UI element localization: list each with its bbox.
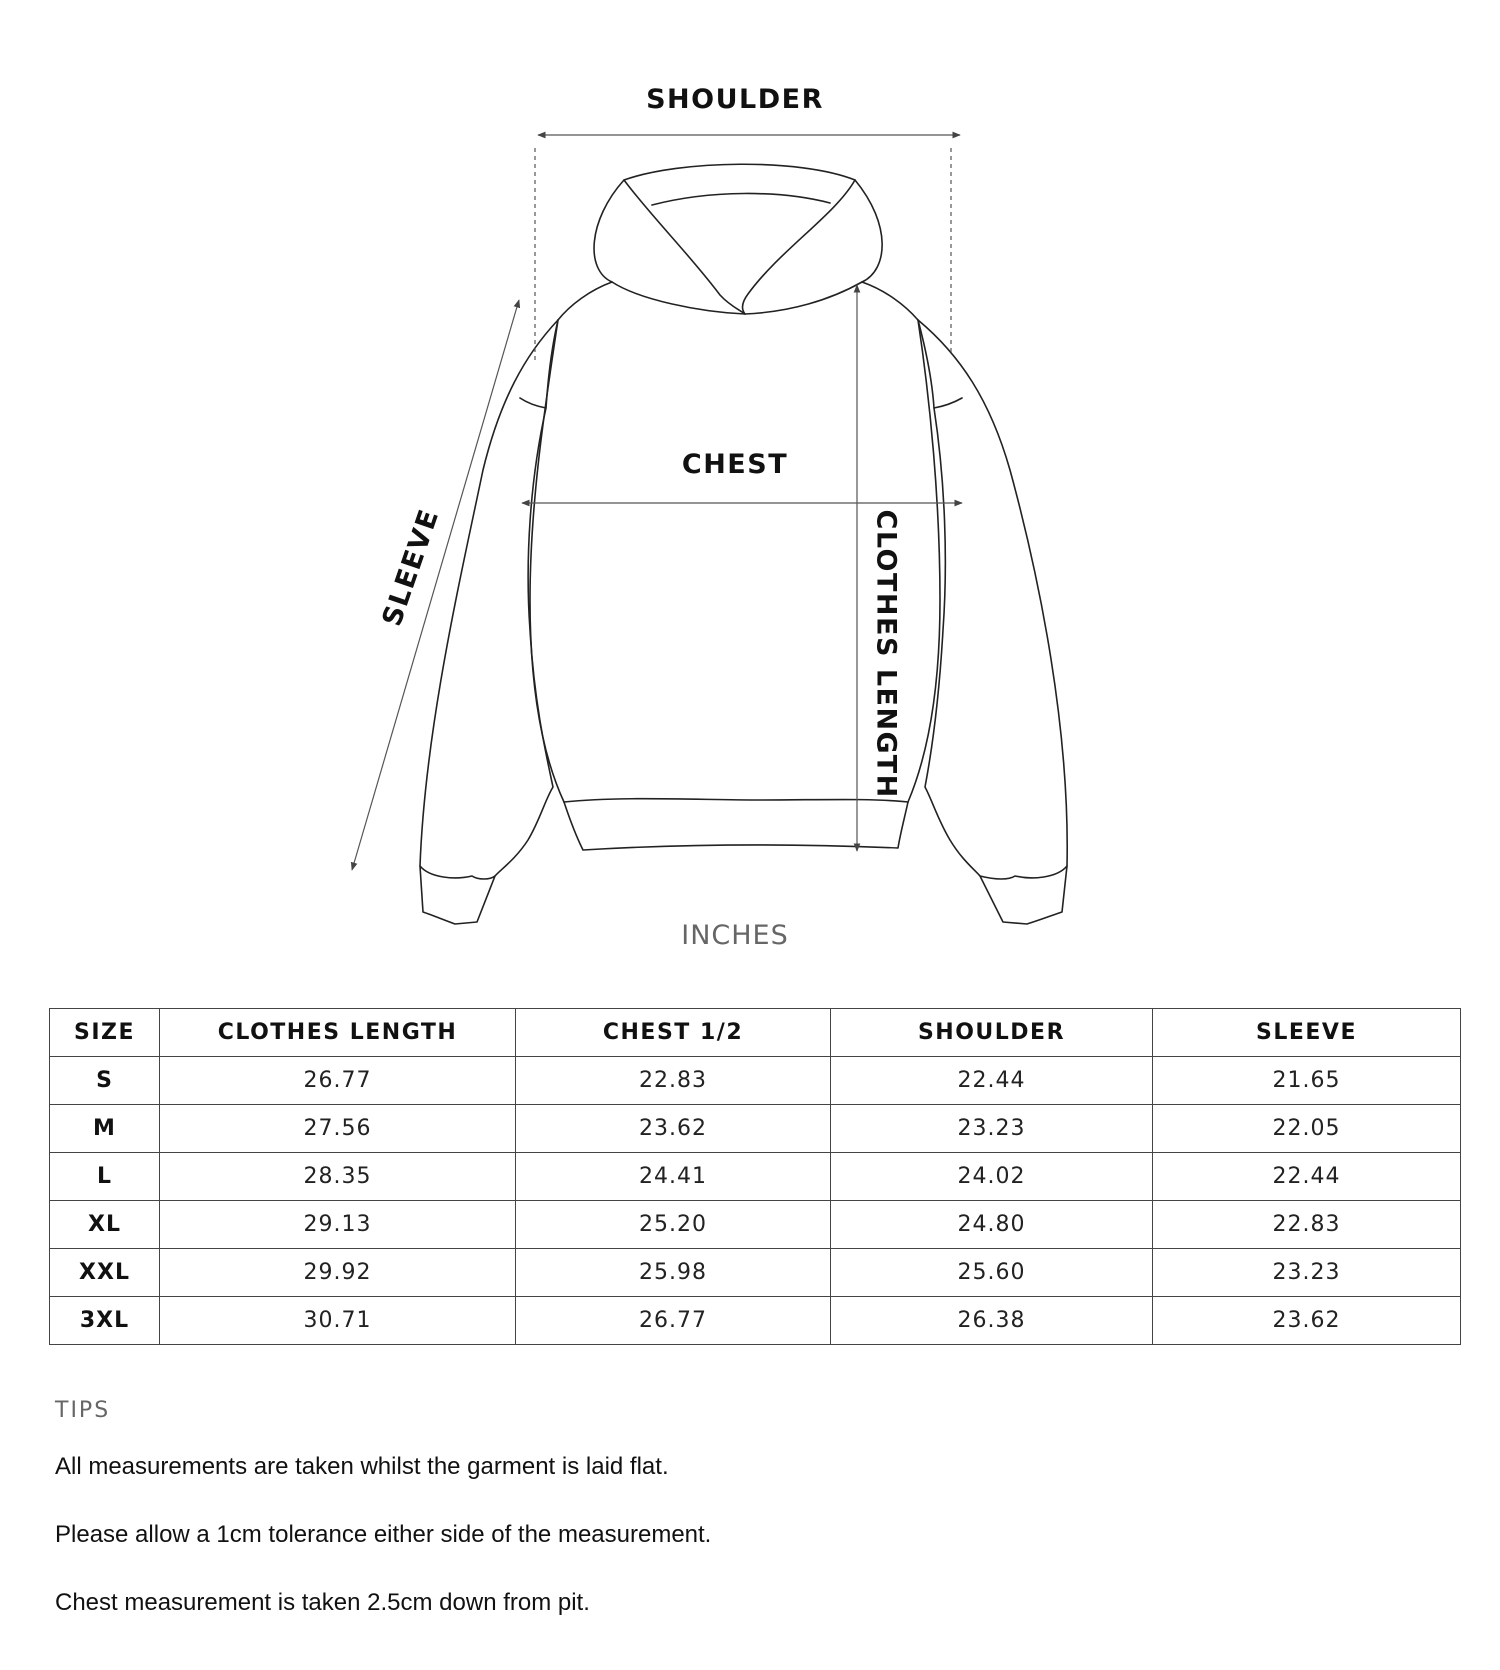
hood-outline [594, 164, 882, 282]
table-cell: 22.83 [516, 1057, 831, 1105]
shoulder-label: SHOULDER [646, 84, 824, 115]
table-cell: 29.13 [160, 1201, 516, 1249]
right-cuff [980, 866, 1067, 924]
right-arm-inner [925, 408, 980, 876]
size-chart-table [49, 1008, 1461, 1345]
header-size: SIZE [50, 1009, 160, 1057]
size-cell: S [50, 1057, 160, 1105]
clothes-length-label: CLOTHES LENGTH [870, 509, 902, 799]
chest-label: CHEST [681, 449, 789, 480]
left-armhole [520, 320, 558, 408]
hood-seam-right [745, 282, 862, 314]
tips-title: TIPS [55, 1398, 111, 1423]
left-cuff [420, 866, 495, 924]
table-cell: 23.23 [831, 1105, 1153, 1153]
header-sleeve: SLEEVE [1153, 1009, 1461, 1057]
table-cell: 27.56 [160, 1105, 516, 1153]
right-shoulder [862, 282, 918, 320]
table-cell: 26.77 [516, 1297, 831, 1345]
table-cell: 30.71 [160, 1297, 516, 1345]
table-cell: 26.77 [160, 1057, 516, 1105]
table-cell: 23.62 [516, 1105, 831, 1153]
sleeve-label: SLEEVE [376, 504, 446, 631]
body-left-side [530, 320, 564, 802]
table-cell: 23.62 [1153, 1297, 1461, 1345]
table-row [50, 1249, 1461, 1297]
size-cell: XL [50, 1201, 160, 1249]
table-cell: 24.02 [831, 1153, 1153, 1201]
size-cell: XXL [50, 1249, 160, 1297]
table-cell: 25.98 [516, 1249, 831, 1297]
table-cell: 24.80 [831, 1201, 1153, 1249]
tip-line: Chest measurement is taken 2.5cm down from pit. [55, 1589, 590, 1616]
table-cell: 26.38 [831, 1297, 1153, 1345]
tip-line: All measurements are taken whilst the garment is laid flat. [55, 1453, 669, 1480]
hood-opening-left [624, 180, 745, 314]
table-cell: 25.60 [831, 1249, 1153, 1297]
table-cell: 28.35 [160, 1153, 516, 1201]
table-cell: 22.44 [1153, 1153, 1461, 1201]
table-row [50, 1297, 1461, 1345]
units-label: INCHES [681, 920, 789, 951]
table-row [50, 1057, 1461, 1105]
table-row [50, 1153, 1461, 1201]
table-cell: 22.83 [1153, 1201, 1461, 1249]
body-right-side [908, 320, 940, 802]
tips-section [55, 1398, 1455, 1657]
hood-rim [652, 193, 830, 205]
table-row [50, 1105, 1461, 1153]
left-shoulder [558, 282, 612, 320]
table-cell: 29.92 [160, 1249, 516, 1297]
table-cell: 22.44 [831, 1057, 1153, 1105]
tip-line: Please allow a 1cm tolerance either side of the measurement. [55, 1521, 712, 1548]
size-cell: M [50, 1105, 160, 1153]
header-chest: CHEST 1/2 [516, 1009, 831, 1057]
header-shoulder: SHOULDER [831, 1009, 1153, 1057]
sleeve-arrow [352, 300, 519, 870]
header-clothes-length: CLOTHES LENGTH [160, 1009, 516, 1057]
left-arm-inner [495, 408, 553, 876]
hood-seam-left [612, 282, 745, 314]
table-cell: 24.41 [516, 1153, 831, 1201]
table-header-row [50, 1009, 1461, 1057]
size-cell: 3XL [50, 1297, 160, 1345]
table-row [50, 1201, 1461, 1249]
table-cell: 23.23 [1153, 1249, 1461, 1297]
size-cell: L [50, 1153, 160, 1201]
table-cell: 21.65 [1153, 1057, 1461, 1105]
table-cell: 22.05 [1153, 1105, 1461, 1153]
table-cell: 25.20 [516, 1201, 831, 1249]
